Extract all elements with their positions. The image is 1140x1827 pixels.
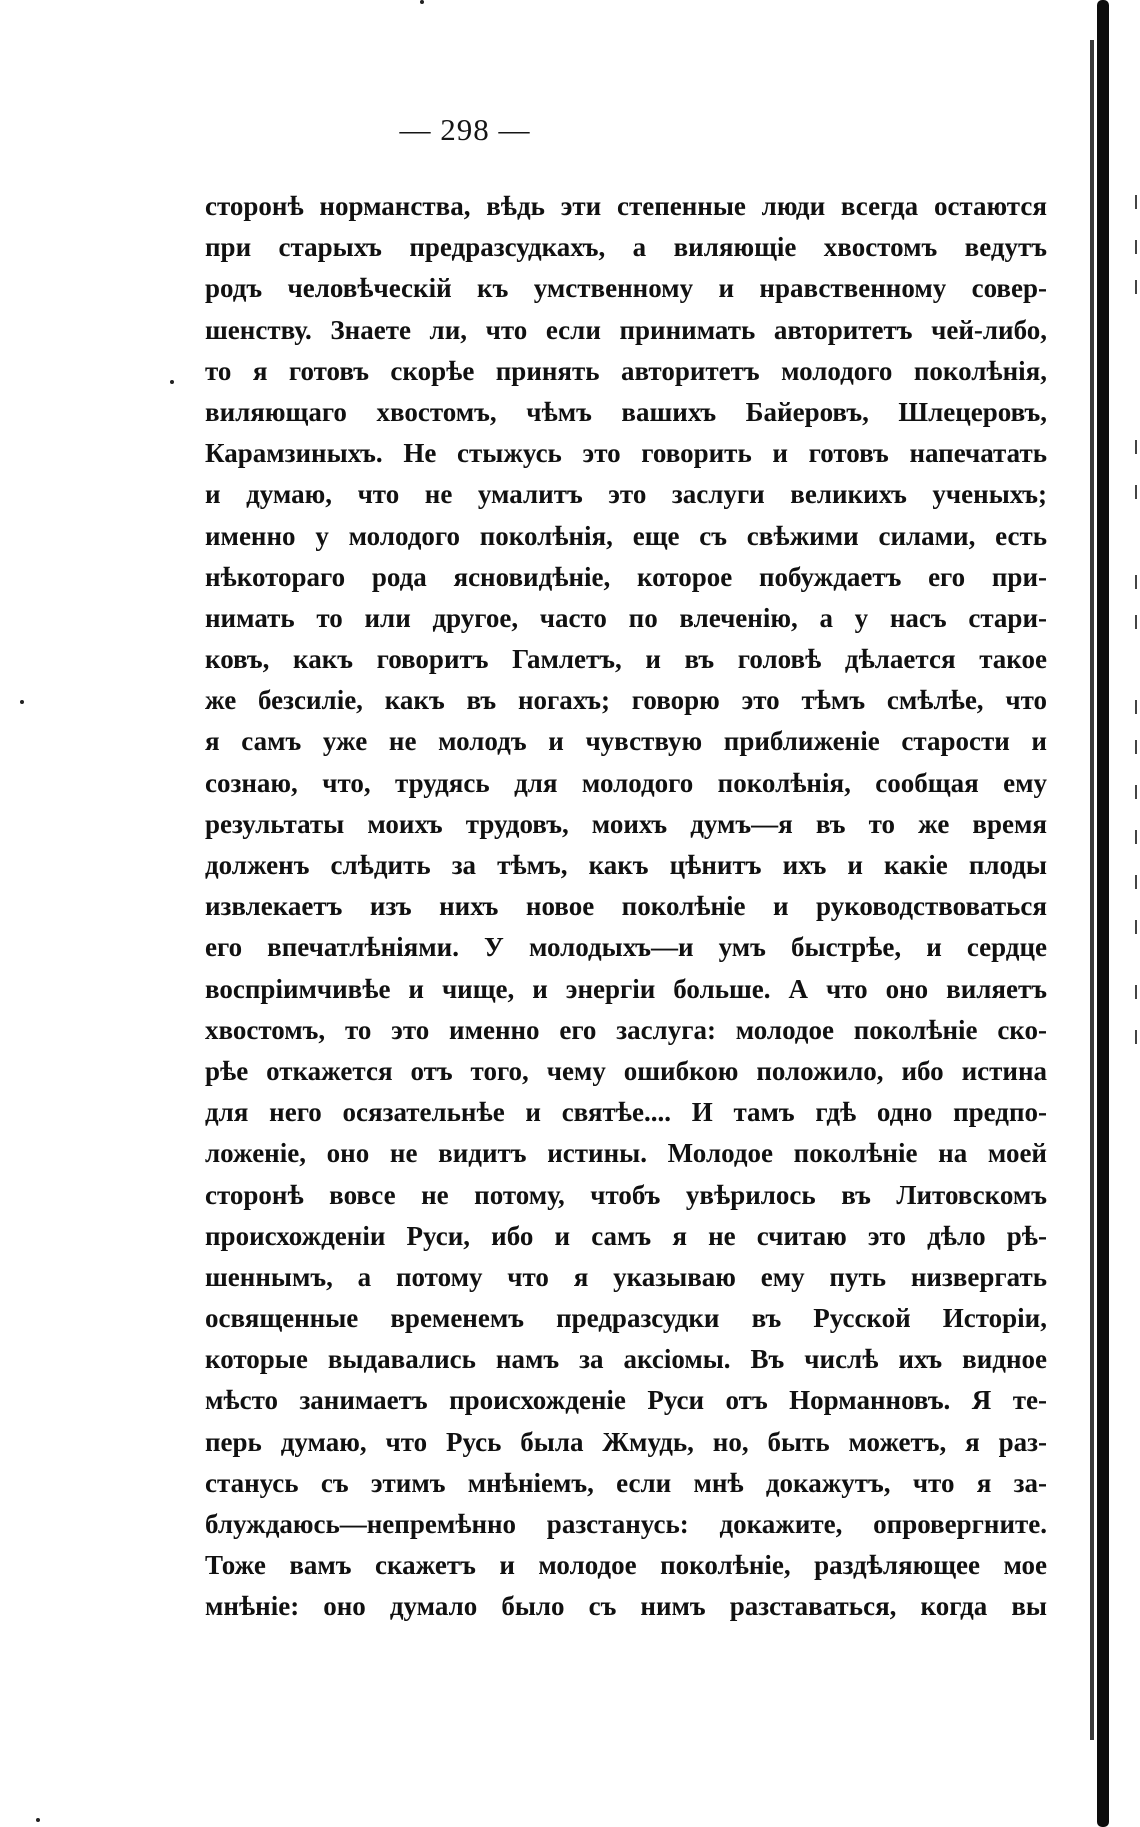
margin-mark (1135, 440, 1137, 454)
text-line: нѣкотораго рода ясновидѣніе, которое побуждаетъ его при- (205, 561, 1047, 592)
text-line: сторонѣ норманства, вѣдь эти степенные люди всегда остаются (205, 191, 1047, 221)
margin-mark (1135, 280, 1137, 294)
margin-mark (1135, 875, 1137, 889)
text-line: мѣсто занимаетъ происхожденіе Руси отъ Норманновъ. Я те- (205, 1385, 1047, 1416)
margin-mark (1135, 485, 1137, 499)
binding-shadow (1090, 40, 1094, 1740)
text-line: извлекаетъ изъ нихъ новое поколѣніе и руководствоваться (205, 891, 1047, 922)
text-line: шенству. Знаете ли, что если принимать авторитетъ чей-либо, (205, 314, 1047, 345)
margin-mark (1135, 830, 1137, 844)
text-line: воспріимчивѣе и чище, и энергіи больше. А что оно виляетъ (205, 973, 1047, 1004)
scan-speck (36, 1818, 40, 1822)
text-line: освященные временемъ предразсудки въ Русской Исторіи, (205, 1303, 1047, 1334)
text-line: которые выдавались намъ за аксіомы. Въ числѣ ихъ видное (205, 1344, 1047, 1375)
body-text (205, 186, 1047, 1628)
text-line: шеннымъ, а потому что я указываю ему путь низвергать (205, 1261, 1047, 1292)
text-line: нимать то или другое, часто по влеченію, а у насъ стари- (205, 602, 1047, 633)
margin-mark (1135, 615, 1137, 629)
scan-speck (420, 0, 424, 4)
margin-mark (1135, 700, 1137, 714)
text-line: хвостомъ, то это именно его заслуга: молодое поколѣніе ско- (205, 1014, 1047, 1045)
text-line: родъ человѣческій къ умственному и нравственному совер- (205, 273, 1047, 304)
page-number: — 298 — (399, 112, 531, 147)
text-line: долженъ слѣдить за тѣмъ, какъ цѣнитъ ихъ и какіе плоды (205, 850, 1047, 880)
text-line: ложеніе, оно не видитъ истины. Молодое поколѣніе на моей (205, 1138, 1047, 1169)
text-line: происхожденіи Руси, ибо и самъ я не считаю это дѣло рѣ- (205, 1220, 1047, 1251)
text-line: станусь съ этимъ мнѣніемъ, если мнѣ докажутъ, что я за- (205, 1467, 1047, 1498)
binding-edge (1097, 0, 1109, 1827)
margin-mark (1135, 740, 1137, 754)
text-line: именно у молодого поколѣнія, еще съ свѣжими силами, есть (205, 520, 1047, 551)
text-line: я самъ уже не молодъ и чувствую приближеніе старости и (205, 726, 1047, 757)
margin-mark (1135, 1030, 1137, 1044)
margin-mark (1135, 920, 1137, 934)
text-line: при старыхъ предразсудкахъ, а виляющіе хвостомъ ведутъ (205, 232, 1047, 263)
text-line: результаты моихъ трудовъ, моихъ думъ—я въ то же время (205, 808, 1047, 839)
text-line: перь думаю, что Русь была Жмудь, но, быть можетъ, я раз- (205, 1426, 1047, 1457)
text-line: Карамзиныхъ. Не стыжусь это говорить и готовъ напечатать (205, 438, 1047, 469)
text-line: блуждаюсь—непремѣнно разстанусь: докажите, опровергните. (205, 1509, 1047, 1539)
text-line: рѣе откажется отъ того, чему ошибкою положило, ибо истина (205, 1055, 1047, 1086)
text-line: мнѣніе: оно думало было съ нимъ разставаться, когда вы (205, 1591, 1047, 1622)
text-line: сторонѣ вовсе не потому, чтобъ увѣрилось въ Литовскомъ (205, 1179, 1047, 1210)
scan-speck (20, 700, 24, 704)
margin-mark (1135, 240, 1137, 254)
text-line: для него осязательнѣе и святѣе.... И тамъ гдѣ одно предпо- (205, 1097, 1047, 1128)
text-line: Тоже вамъ скажетъ и молодое поколѣніе, раздѣляющее мое (205, 1550, 1047, 1581)
text-line: же безсиліе, какъ въ ногахъ; говорю это тѣмъ смѣлѣе, что (205, 685, 1047, 716)
text-line: то я готовъ скорѣе принять авторитетъ молодого поколѣнія, (205, 355, 1047, 386)
text-line: его впечатлѣніями. У молодыхъ—и умъ быстрѣе, и сердце (205, 932, 1047, 963)
text-line: виляющаго хвостомъ, чѣмъ вашихъ Байеровъ, Шлецеровъ, (205, 396, 1047, 427)
margin-mark (1135, 785, 1137, 799)
scan-speck (170, 380, 174, 384)
text-line: ковъ, какъ говоритъ Гамлетъ, и въ головѣ дѣлается такое (205, 644, 1047, 675)
text-line: сознаю, что, трудясь для молодого поколѣнія, сообщая ему (205, 767, 1047, 798)
margin-mark (1135, 195, 1137, 209)
margin-mark (1135, 575, 1137, 589)
text-line: и думаю, что не умалитъ это заслуги великихъ ученыхъ; (205, 479, 1047, 510)
margin-mark (1135, 985, 1137, 999)
